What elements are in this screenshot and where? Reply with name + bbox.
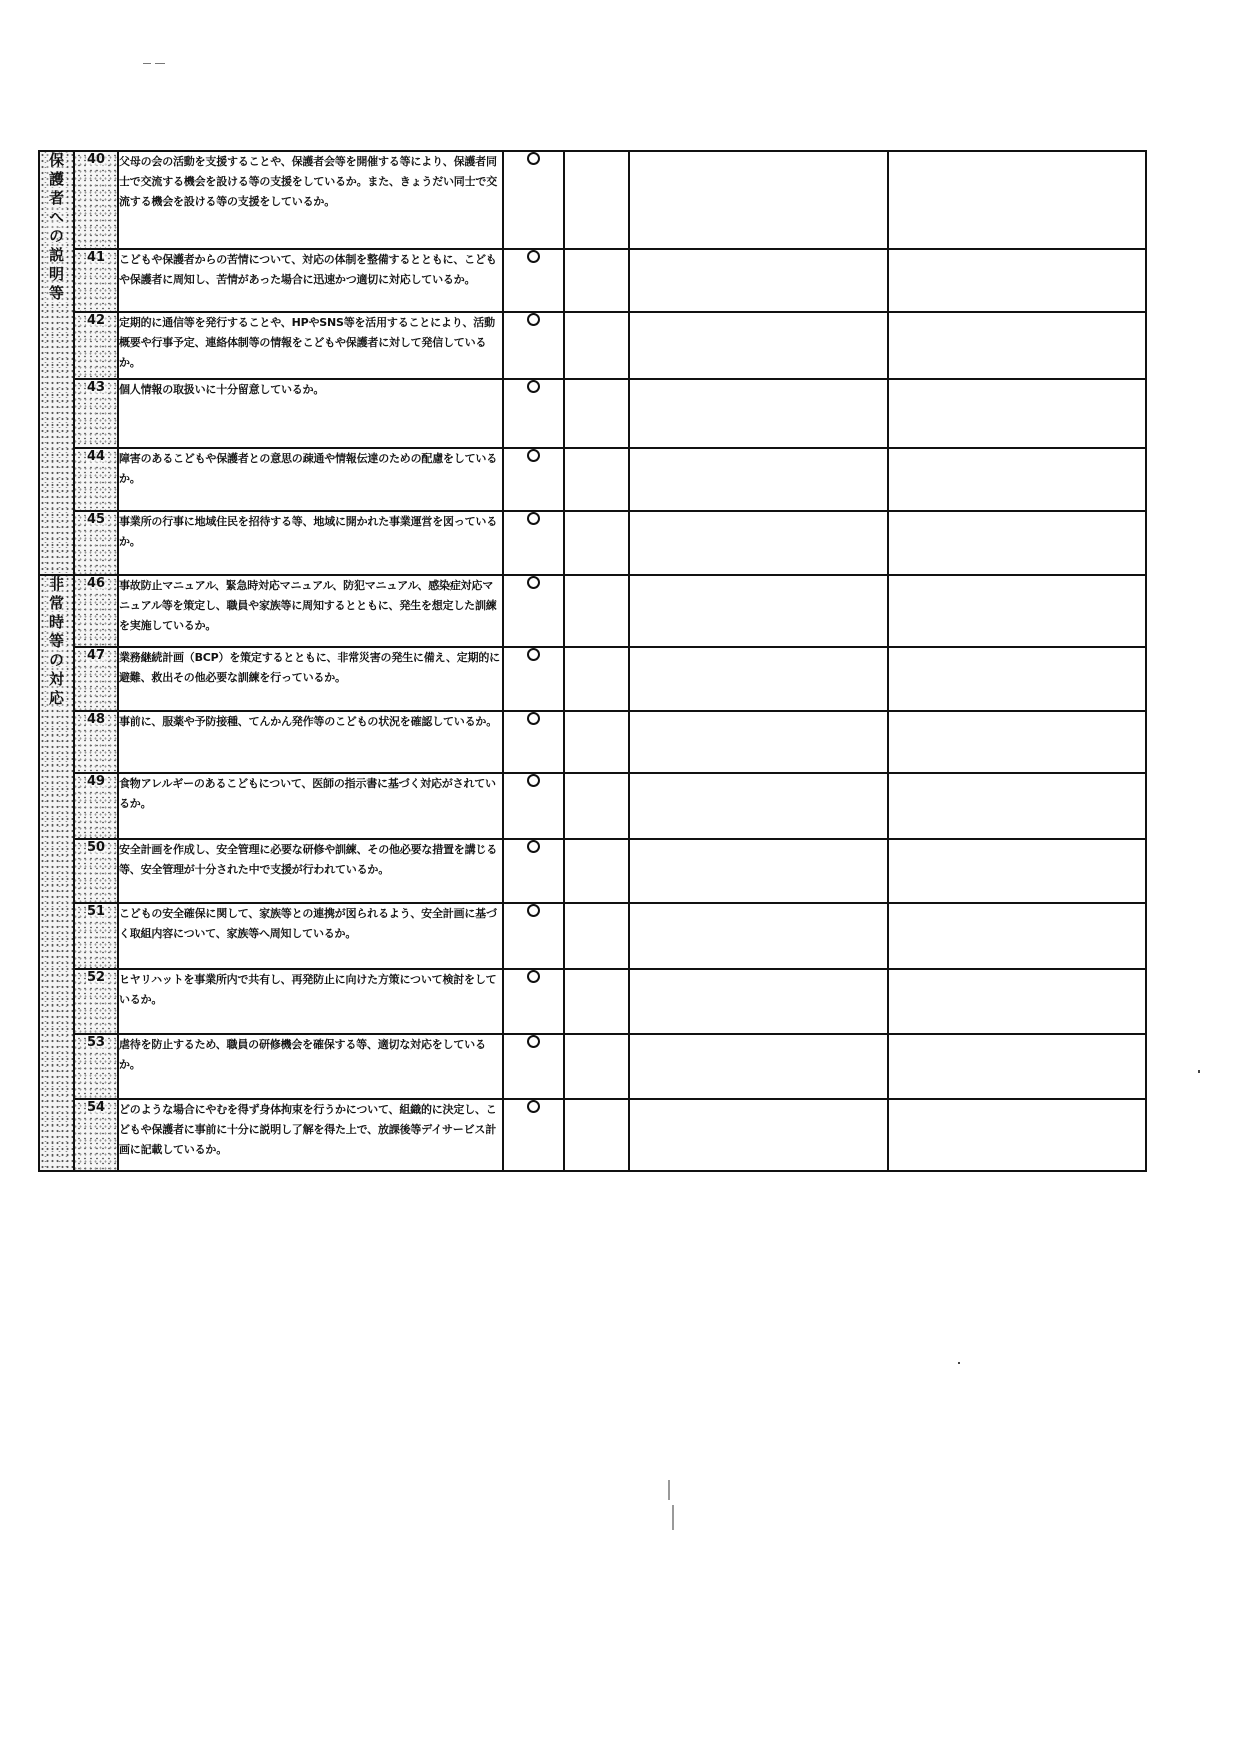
mark-cell[interactable] <box>503 839 564 903</box>
blank-cell-2[interactable] <box>564 511 629 575</box>
blank-cell-4[interactable] <box>888 1034 1146 1099</box>
table-row <box>39 1034 1146 1099</box>
blank-cell-3[interactable] <box>629 511 888 575</box>
mark-cell[interactable] <box>503 151 564 249</box>
mark-cell[interactable] <box>503 448 564 511</box>
item-number: 44 <box>74 448 118 511</box>
blank-cell-3[interactable] <box>629 312 888 379</box>
blank-cell-3[interactable] <box>629 1034 888 1099</box>
category-label: 非常時等の対応 <box>47 576 65 709</box>
blank-cell-2[interactable] <box>564 249 629 312</box>
blank-cell-3[interactable] <box>629 903 888 969</box>
item-number: 54 <box>74 1099 118 1171</box>
scan-artifact <box>668 1480 670 1500</box>
blank-cell-2[interactable] <box>564 1034 629 1099</box>
scan-artifact <box>155 63 165 64</box>
item-number: 40 <box>74 151 118 249</box>
blank-cell-4[interactable] <box>888 448 1146 511</box>
mark-cell[interactable] <box>503 773 564 839</box>
item-question: 事前に、服薬や予防接種、てんかん発作等のこどもの状況を確認しているか。 <box>118 711 503 773</box>
item-question: 虐待を防止するため、職員の研修機会を確保する等、適切な対応をしているか。 <box>118 1034 503 1099</box>
table-row <box>39 511 1146 575</box>
table-row <box>39 151 1146 249</box>
mark-cell[interactable] <box>503 1099 564 1171</box>
category-cell <box>39 575 74 1171</box>
blank-cell-4[interactable] <box>888 511 1146 575</box>
item-question: 食物アレルギーのあるこどもについて、医師の指示書に基づく対応がされているか。 <box>118 773 503 839</box>
blank-cell-2[interactable] <box>564 575 629 647</box>
item-question: 父母の会の活動を支援することや、保護者会等を開催する等により、保護者同士で交流する機会を設ける等の支援をしているか。また、きょうだい同士で交流する機会を設ける等の支援をしているか。 <box>118 151 503 249</box>
circle-mark-icon <box>527 840 540 853</box>
circle-mark-icon <box>527 512 540 525</box>
item-question: 業務継続計画（BCP）を策定するとともに、非常災害の発生に備え、定期的に避難、救出その他必要な訓練を行っているか。 <box>118 647 503 711</box>
evaluation-table <box>38 150 1147 1172</box>
circle-mark-icon <box>527 1035 540 1048</box>
item-number: 48 <box>74 711 118 773</box>
item-number: 41 <box>74 249 118 312</box>
item-question: ヒヤリハットを事業所内で共有し、再発防止に向けた方策について検討をしているか。 <box>118 969 503 1034</box>
category-cell <box>39 151 74 575</box>
table-row <box>39 647 1146 711</box>
table-row <box>39 711 1146 773</box>
blank-cell-3[interactable] <box>629 448 888 511</box>
blank-cell-3[interactable] <box>629 969 888 1034</box>
blank-cell-2[interactable] <box>564 312 629 379</box>
item-number: 46 <box>74 575 118 647</box>
blank-cell-4[interactable] <box>888 1099 1146 1171</box>
table-row <box>39 575 1146 647</box>
circle-mark-icon <box>527 904 540 917</box>
table-row <box>39 448 1146 511</box>
blank-cell-4[interactable] <box>888 711 1146 773</box>
table-row <box>39 839 1146 903</box>
scan-artifact <box>672 1505 674 1530</box>
blank-cell-2[interactable] <box>564 969 629 1034</box>
mark-cell[interactable] <box>503 511 564 575</box>
blank-cell-3[interactable] <box>629 773 888 839</box>
item-question: 安全計画を作成し、安全管理に必要な研修や訓練、その他必要な措置を講じる等、安全管理が十分された中で支援が行われているか。 <box>118 839 503 903</box>
item-number: 50 <box>74 839 118 903</box>
item-number: 42 <box>74 312 118 379</box>
mark-cell[interactable] <box>503 969 564 1034</box>
blank-cell-2[interactable] <box>564 903 629 969</box>
circle-mark-icon <box>527 576 540 589</box>
circle-mark-icon <box>527 250 540 263</box>
item-number: 49 <box>74 773 118 839</box>
circle-mark-icon <box>527 380 540 393</box>
item-question: どのような場合にやむを得ず身体拘束を行うかについて、組織的に決定し、こどもや保護者に事前に十分に説明し了解を得た上で、放課後等デイサービス計画に記載しているか。 <box>118 1099 503 1171</box>
blank-cell-3[interactable] <box>629 839 888 903</box>
item-number: 45 <box>74 511 118 575</box>
table-row <box>39 249 1146 312</box>
blank-cell-3[interactable] <box>629 151 888 249</box>
mark-cell[interactable] <box>503 575 564 647</box>
item-number: 51 <box>74 903 118 969</box>
table-row <box>39 312 1146 379</box>
blank-cell-2[interactable] <box>564 647 629 711</box>
circle-mark-icon <box>527 774 540 787</box>
table-row <box>39 969 1146 1034</box>
circle-mark-icon <box>527 712 540 725</box>
blank-cell-4[interactable] <box>888 839 1146 903</box>
blank-cell-4[interactable] <box>888 903 1146 969</box>
table-row <box>39 903 1146 969</box>
blank-cell-2[interactable] <box>564 379 629 448</box>
blank-cell-4[interactable] <box>888 379 1146 448</box>
mark-cell[interactable] <box>503 249 564 312</box>
blank-cell-4[interactable] <box>888 151 1146 249</box>
blank-cell-3[interactable] <box>629 575 888 647</box>
circle-mark-icon <box>527 1100 540 1113</box>
blank-cell-3[interactable] <box>629 249 888 312</box>
blank-cell-4[interactable] <box>888 647 1146 711</box>
mark-cell[interactable] <box>503 379 564 448</box>
blank-cell-3[interactable] <box>629 379 888 448</box>
blank-cell-4[interactable] <box>888 575 1146 647</box>
item-number: 43 <box>74 379 118 448</box>
mark-cell[interactable] <box>503 647 564 711</box>
circle-mark-icon <box>527 648 540 661</box>
blank-cell-3[interactable] <box>629 1099 888 1171</box>
mark-cell[interactable] <box>503 903 564 969</box>
circle-mark-icon <box>527 313 540 326</box>
item-question: こどもや保護者からの苦情について、対応の体制を整備するとともに、こどもや保護者に周知し、苦情があった場合に迅速かつ適切に対応しているか。 <box>118 249 503 312</box>
circle-mark-icon <box>527 449 540 462</box>
blank-cell-2[interactable] <box>564 839 629 903</box>
item-number: 52 <box>74 969 118 1034</box>
item-number: 53 <box>74 1034 118 1099</box>
table-row <box>39 773 1146 839</box>
mark-cell[interactable] <box>503 711 564 773</box>
item-question: 定期的に通信等を発行することや、HPやSNS等を活用することにより、活動概要や行事予定、連絡体制等の情報をこどもや保護者に対して発信しているか。 <box>118 312 503 379</box>
blank-cell-3[interactable] <box>629 647 888 711</box>
blank-cell-2[interactable] <box>564 1099 629 1171</box>
blank-cell-3[interactable] <box>629 711 888 773</box>
blank-cell-2[interactable] <box>564 711 629 773</box>
circle-mark-icon <box>527 970 540 983</box>
blank-cell-4[interactable] <box>888 249 1146 312</box>
blank-cell-2[interactable] <box>564 448 629 511</box>
blank-cell-4[interactable] <box>888 969 1146 1034</box>
item-question: 事故防止マニュアル、緊急時対応マニュアル、防犯マニュアル、感染症対応マニュアル等を策定し、職員や家族等に周知するとともに、発生を想定した訓練を実施しているか。 <box>118 575 503 647</box>
table-row <box>39 1099 1146 1171</box>
circle-mark-icon <box>527 152 540 165</box>
item-number: 47 <box>74 647 118 711</box>
mark-cell[interactable] <box>503 312 564 379</box>
table-row <box>39 379 1146 448</box>
blank-cell-4[interactable] <box>888 773 1146 839</box>
item-question: 事業所の行事に地域住民を招待する等、地域に開かれた事業運営を図っているか。 <box>118 511 503 575</box>
blank-cell-2[interactable] <box>564 151 629 249</box>
item-question: 個人情報の取扱いに十分留意しているか。 <box>118 379 503 448</box>
scan-artifact <box>1198 1070 1200 1073</box>
item-question: 障害のあるこどもや保護者との意思の疎通や情報伝達のための配慮をしているか。 <box>118 448 503 511</box>
scan-artifact <box>958 1362 960 1364</box>
category-label: 保護者への説明等 <box>47 152 65 304</box>
item-question: こどもの安全確保に関して、家族等との連携が図られるよう、安全計画に基づく取組内容について、家族等へ周知しているか。 <box>118 903 503 969</box>
scan-artifact <box>143 63 151 64</box>
blank-cell-2[interactable] <box>564 773 629 839</box>
mark-cell[interactable] <box>503 1034 564 1099</box>
blank-cell-4[interactable] <box>888 312 1146 379</box>
